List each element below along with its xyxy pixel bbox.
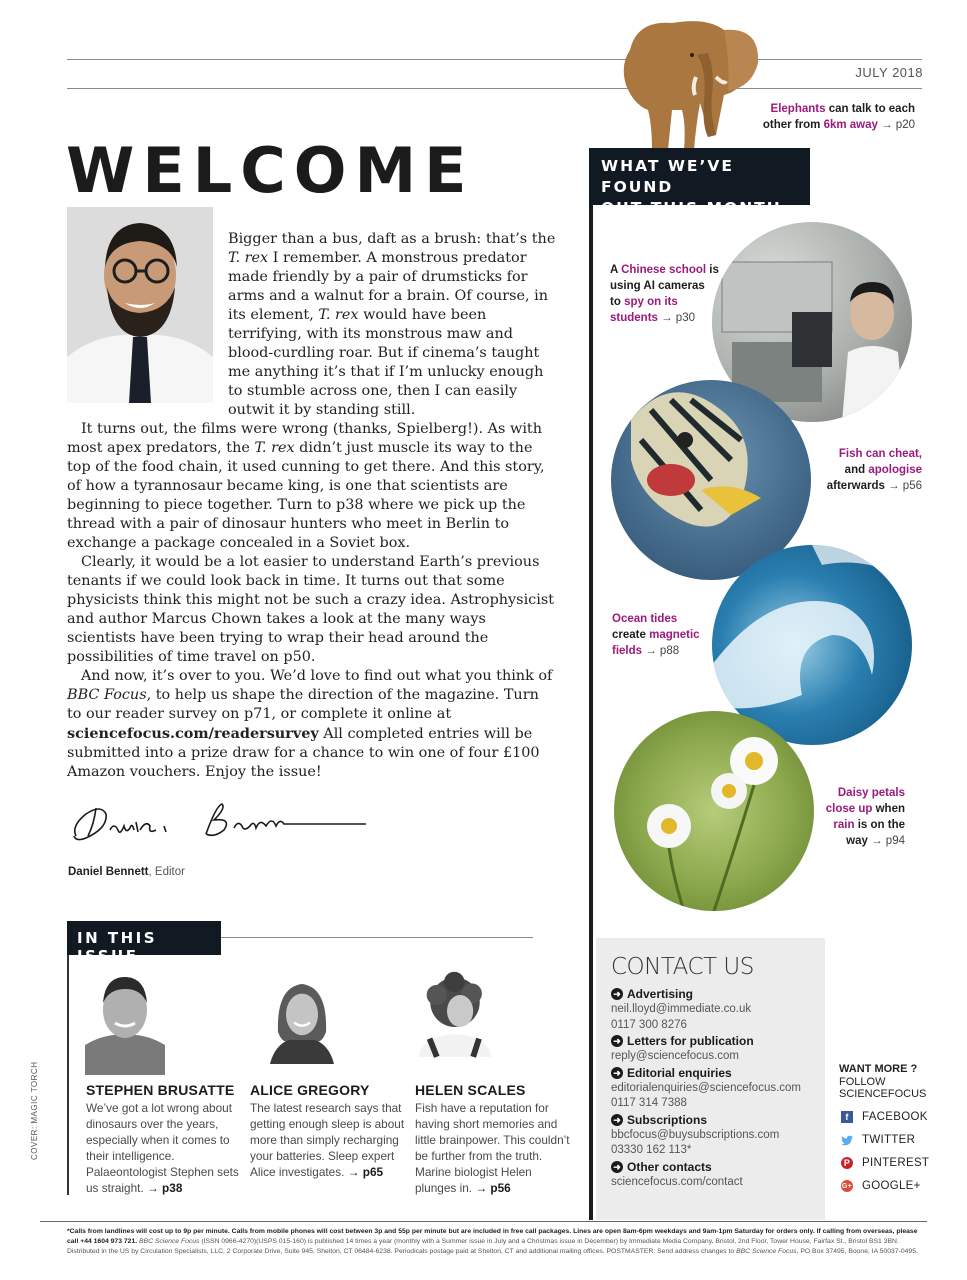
editor-role: , Editor — [148, 866, 185, 878]
want-more — [839, 1063, 926, 1101]
fact-fish: Fish can cheat, and apologise afterwards → p56 — [826, 448, 922, 492]
contributor-photo-stephen — [85, 965, 165, 1075]
social-pinterest[interactable] — [841, 1157, 929, 1169]
social-label: PINTEREST — [862, 1157, 930, 1169]
contact-link[interactable]: neil.lloyd@immediate.co.uk — [611, 1003, 752, 1015]
footer-mag-name-2: BBC Science Focus — [736, 1248, 797, 1255]
contact-section-heading: ➜ Editorial enquiries — [611, 1065, 825, 1081]
contact-section-heading: ➜ Advertising — [611, 986, 825, 1002]
editorial-paragraph: Bigger than a bus, daft as a brush: that’s the T. rex I remember. A monstrous predator made friendly by a pair of drumsticks for arms and a walnut for a brain. Of course, in its element, T. rex would have been terrifying, with its monstrous maw and blood-curdling roar. But if cinema’s taught me anything it’s that if I’m unlucky enough to stumble across one, then I can easily outwit it by standing still. — [228, 231, 556, 418]
in-this-issue-heading: IN THIS ISSUE — [67, 921, 221, 955]
contact-phone: 0117 314 7388 — [611, 1097, 687, 1109]
found-heading-line2: OUT THIS MONTH — [601, 199, 782, 217]
editorial-paragraph: And now, it’s over to you. We’d love to find out what you think of BBC Focus, to help us shape the direction of the magazine. Turn to our reader survey on p71, or complete it online at sciencefocus.com/readersurvey All completed entries will be submitted into a prize draw for a chance to win one of four £100 Amazon vouchers. Enjoy the issue! — [67, 668, 553, 780]
contact-link[interactable]: editorialenquiries@sciencefocus.com — [611, 1081, 802, 1094]
contributor-alice-gregory — [250, 1082, 410, 1180]
cover-credit: COVER: MAGIC TORCH — [30, 1061, 39, 1160]
contributor-photo-helen — [415, 960, 495, 1070]
contact-section-heading: ➜ Letters for publication — [611, 1033, 825, 1049]
footer-po-box: , PO Box 37495, Boone, IA 50037-0495. — [796, 1248, 918, 1255]
page-ref: → p38 — [146, 1181, 183, 1195]
contributor-name: ALICE GREGORY — [250, 1082, 370, 1098]
contact-section-heading: ➜ Other contacts — [611, 1159, 825, 1175]
contributor-desc — [86, 1100, 246, 1196]
arrow-circle-icon: ➜ — [611, 1067, 623, 1079]
fact-ocean: Ocean tides create magnetic fields → p88 — [612, 613, 700, 657]
social-label: TWITTER — [862, 1134, 916, 1146]
contributor-name: STEPHEN BRUSATTE — [86, 1082, 235, 1098]
contact-phone: 03330 162 113* — [611, 1144, 692, 1156]
contributor-stephen-brusatte — [86, 1082, 246, 1196]
date-rule — [67, 88, 922, 89]
in-this-issue-rule — [221, 937, 533, 938]
contact-section-heading: ➜ Subscriptions — [611, 1112, 825, 1128]
pinterest-icon: P — [841, 1157, 853, 1169]
social-handle: SCIENCEFOCUS — [839, 1088, 927, 1100]
contact-link[interactable]: bbcfocus@buysubscriptions.com — [611, 1128, 780, 1141]
elephant-image — [612, 15, 762, 150]
editor-credit — [68, 866, 185, 878]
fact-elephants: Elephants can talk to each other from 6km away → p20 — [762, 103, 915, 131]
contributor-helen-scales — [415, 1082, 575, 1196]
footer-rule — [40, 1221, 927, 1222]
page-ref: → p56 — [475, 1181, 511, 1195]
editorial-body — [67, 230, 557, 782]
editorial-paragraph: It turns out, the films were wrong (thanks, Spielberg!). As with most apex predators, the T. rex didn’t just muscle its way to the top of the food chain, it used cunning to get there. And this story, of how a tyrannosaur became king, is one that scientists are beginning to piece together. Turn to p38 where we pick up the thread with a pair of dinosaur hunters who meet in Berlin to exchange a package concealed in a Soviet box. — [67, 421, 545, 551]
fact-daisy: Daisy petals close up when rain is on the way → p94 — [825, 787, 905, 847]
footer-call-charges: *Calls from landlines will cost up to 9p per minute. Calls from mobile phones will cost between 3p and 55p per minute but are included in free call packages. Lines are open 8am-6pm weekdays and 9am-1pm Saturday for orders only. If calling from overseas, please call +44 1604 973 721. — [67, 1228, 918, 1245]
contact-us-panel — [596, 938, 825, 1220]
contributor-desc-text: We’ve got a lot wrong about dinosaurs over the years, especially when it comes to their intelligence. Palaeontologist Stephen sets us straight. — [86, 1101, 239, 1195]
arrow-circle-icon: ➜ — [611, 988, 623, 1000]
social-label: GOOGLE+ — [862, 1180, 921, 1192]
contact-link[interactable]: reply@sciencefocus.com — [611, 1050, 739, 1062]
arrow-circle-icon: ➜ — [611, 1035, 623, 1047]
contact-link[interactable]: sciencefocus.com/contact — [611, 1175, 743, 1188]
contributor-desc — [415, 1100, 575, 1196]
follow-label: FOLLOW — [839, 1075, 886, 1088]
contributor-photo-alice — [262, 965, 342, 1075]
google-plus-icon: G+ — [841, 1180, 853, 1192]
footer-legal — [67, 1227, 927, 1257]
social-twitter[interactable] — [841, 1134, 915, 1146]
contact-sections — [611, 986, 825, 1190]
facebook-icon: f — [841, 1111, 853, 1123]
social-facebook[interactable] — [841, 1111, 928, 1123]
arrow-circle-icon: ➜ — [611, 1114, 623, 1126]
contributor-name: HELEN SCALES — [415, 1082, 526, 1098]
footer-publishing-info: (ISSN 0966-4270)(USPS 015-160) is published 14 times a year (monthly with a Summer issue in July and a Christmas issue in December) by Immediate Media Company, Bristol, 2nd Floor, Tower House, Fairfax St., Bristol BS1 3BN. Distributed in the US by Circulation Specialists, LLC, 2 Corporate Drive, Suite 945, Shelton, CT 06484-6238. Periodicals postage paid at Shelton, CT and additional mailing offices. POSTMASTER: Send address changes to — [67, 1238, 899, 1255]
right-column-vline — [589, 205, 593, 1220]
social-google-plus[interactable] — [841, 1180, 921, 1192]
in-this-issue-vline — [67, 955, 69, 1195]
arrow-circle-icon: ➜ — [611, 1161, 623, 1173]
social-label: FACEBOOK — [862, 1111, 928, 1123]
contact-phone: 0117 300 8276 — [611, 1018, 687, 1031]
twitter-icon — [841, 1134, 853, 1146]
found-heading — [589, 148, 810, 217]
fact-chinese-school: A Chinese school is using AI cameras to spy on its students → p30 — [610, 264, 719, 324]
page-title: WELCOME — [66, 134, 475, 207]
page-ref: → p65 — [347, 1165, 384, 1179]
editorial-paragraph: Clearly, it would be a lot easier to understand Earth’s previous tenants if we could look back in time. It turns out that some physicists think this might not be such a crazy idea. Astrophysicist and author Marcus Chown takes a look at the many ways scientists have been trying to wrap their head around the possibilities of time travel on p50. — [67, 554, 554, 665]
contributor-desc-text: Fish have a reputation for having short memories and little brainpower. This couldn’t be further from the truth. Marine biologist Helen plunges in. — [415, 1101, 570, 1195]
top-rule — [67, 59, 922, 60]
editor-name: Daniel Bennett — [68, 866, 149, 878]
footer-mag-name: BBC Science Focus — [139, 1238, 200, 1245]
found-heading-line1: WHAT WE’VE FOUND — [601, 157, 734, 196]
contributor-desc-text: The latest research says that getting enough sleep is about more than simply recharging your batteries. Sleep expert Alice investigates. — [250, 1101, 405, 1179]
contributor-desc — [250, 1100, 410, 1180]
want-more-title: WANT MORE ? — [839, 1063, 918, 1075]
issue-date: JULY 2018 — [855, 65, 923, 80]
contact-title: CONTACT US — [611, 954, 754, 980]
editor-signature — [66, 796, 366, 846]
photo-spacer — [67, 230, 228, 420]
daisy-image — [614, 711, 814, 911]
